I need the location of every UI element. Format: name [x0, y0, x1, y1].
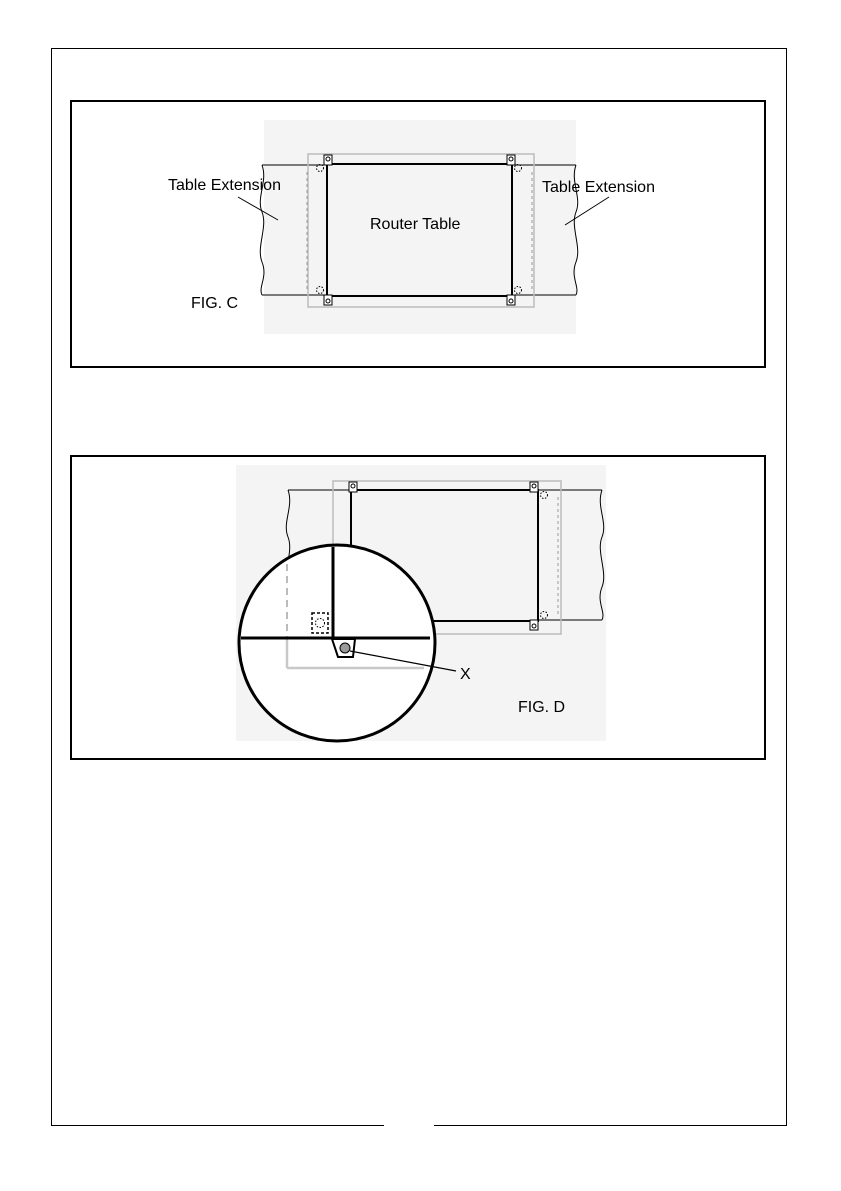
right-extension-label: Table Extension — [542, 179, 655, 196]
detail-marker-label: X — [460, 666, 471, 683]
detail-bolt-x — [340, 643, 350, 653]
figure-d-frame — [70, 455, 766, 760]
figure-d-label: FIG. D — [518, 699, 566, 716]
figure-c-frame — [70, 100, 766, 368]
figure-d-drawing — [72, 457, 768, 762]
page-number-gap — [384, 1122, 434, 1130]
router-table-label: Router Table — [370, 216, 461, 233]
figure-c-label: FIG. C — [191, 295, 239, 312]
figure-c-drawing — [72, 102, 768, 370]
left-extension-label: Table Extension — [168, 177, 281, 194]
